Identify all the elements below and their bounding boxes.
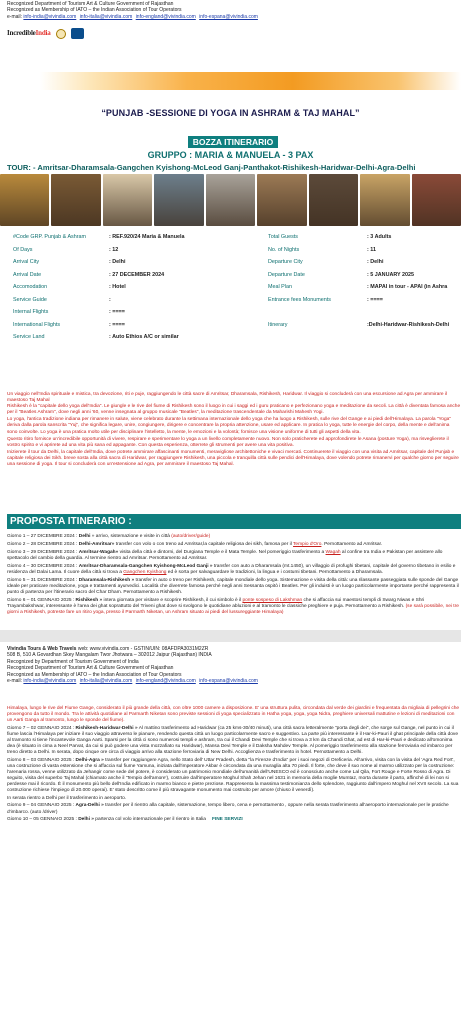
- day-text: che si affaccia sui maestosi templi di Swarg Niwas e Shri Trayambakshwar, interessante è l'area dei ghat soprattutto del Triveni ghat dove si svolgono le quotidiane abluzioni e al tramonto le classiche preghiere e puja. Pernottamento a Rishikesh.: [7, 597, 425, 609]
- info-row: [13, 309, 461, 322]
- info-value: : 11: [367, 246, 376, 253]
- day-date: Giorno 7 – 02 GENNAIO 2024 :: [7, 725, 76, 731]
- info-value: : 3 Adults: [367, 234, 392, 240]
- info-row: [13, 259, 461, 272]
- info-row: [13, 322, 461, 335]
- day-date: Giorno 8 – 03 GENNAIO 2025 :: [7, 757, 76, 763]
- itinerary-day: [7, 550, 461, 562]
- info-value: : Delhi: [367, 259, 384, 265]
- day-note: (auto/driver/guide): [171, 534, 211, 539]
- day-route: Agra-Delhi »: [75, 803, 104, 809]
- group-heading: GRUPPO : MARIA & MANUELA - 3 PAX: [147, 150, 314, 160]
- letterhead: [7, 1, 307, 20]
- day-text: visita della città e dintorni, del Durgiana Temple e il Mata Temple. Nel pomeriggio trasferimento a: [118, 549, 326, 555]
- info-row: [13, 247, 461, 260]
- company-name: Vivindia Tours & Web Travels: [7, 646, 77, 652]
- tour-photo: [51, 174, 100, 226]
- day-route: Dharamsala-Rishikesh »: [78, 577, 135, 583]
- email-link[interactable]: info-espana@vivindia.com: [199, 678, 258, 685]
- tour-photo: [257, 174, 306, 226]
- email-link[interactable]: info-india@vivindia.com: [23, 13, 77, 20]
- itinerary-day: [7, 796, 461, 802]
- letterhead-line: Recognized by Department of Tourism Government of India: [7, 658, 139, 665]
- email-links: [7, 14, 307, 20]
- info-row: [13, 297, 461, 310]
- intro-paragraph: Himalaya, lungo le rive del Fiume Gange, considerato il più grande della città, con oltre 1000 camere a disposizione. E' una struttura pulita, circondata dal verde dei giardini e frequentata da migliaia di pellegrini che provengono da tutto il mondo. Tra le attività quotidiane al Parmarth Niketan sono previste sessioni di yoga specializzato in Hatha yoga, yoga, yoga Nidra, preghiere universali mattutine e lezioni di meditazioni con un Aarti Ganga al tramonto, lungo le sponde del fiume).: [7, 706, 460, 724]
- day-text: transfer per il rientro alla capitale, sistemazione, tempo libero, cena e pernottamento , oppure nella serata trasferimento all'aeroporto internazionale per le pratiche d'imbarco. (auto /driver): [7, 803, 449, 815]
- intro-paragraph: Rishikesh è la "capitale dello yoga dell'India". Le giungle e le rive del fiume di Rishikesh sono il luogo in cui i saggi ed i guru praticano e perfezionano yoga e meditazione da secoli. La città è diventata famosa anche per il "Beatles Ashram", dove negli anni '60, venne insegnata al gruppo musicale "Beatles", la meditazione trascendentale da Maharishi Mahesh Yogi.: [7, 404, 461, 416]
- letterhead-line: 508 B, 510 A Govardhan Skey Mangalam Twor Jhotwara – 302012 Jaipur (Rajasthan) INDIA: [7, 652, 212, 659]
- government-seal-logo: [56, 29, 66, 39]
- day-date: Giorno 2 – 28 DICEMBRE 2024 :: [7, 541, 79, 547]
- tour-photo: [309, 174, 358, 226]
- letterhead-line: Recognized as Membership of IATO – the Indian Association of Tour Operators: [7, 7, 182, 14]
- decorative-banner: [40, 72, 461, 90]
- email-link[interactable]: info-india@vivindia.com: [23, 678, 77, 685]
- info-value: : 5 JANUARY 2025: [367, 271, 415, 278]
- info-value: : MAPAI in tour - APAI (in Ashra: [367, 284, 448, 290]
- logos: [7, 28, 84, 39]
- info-table: [13, 234, 461, 347]
- itinerary-day: [7, 564, 461, 576]
- info-row: [13, 272, 461, 285]
- fine-servizi: FINE SERVIZI: [211, 817, 243, 823]
- email-link[interactable]: info-england@vivindia.com: [135, 678, 196, 685]
- email-links: [7, 678, 307, 684]
- day-link[interactable]: Wagah: [325, 549, 341, 555]
- itinerary-day: [7, 578, 461, 597]
- intro-paragraph: Inizierete il tour da Delhi, la capitale dell'India, dove potrete ammirare affascinanti monumenti, meravigliose architettoniche e vivaci mercati. Continuerete il viaggio con una visita ad Amritsar, capitale del Punjab e capitale religiosa dei Sikh. breve sosta alla città sacra di Haridwar, per raggiungere Rishikesh, una piccola e tranquilla città sulle pendici dell'Himalaya, dove volendo potrete rimanervi per qualche giorno per seguire una sessione di yoga. Il tour si concluderà con un'estensione ad Agra, per ammirare il maestoso Taj Mahal.: [7, 449, 459, 468]
- day-route: Delhi »: [78, 817, 94, 823]
- tour-route: TOUR: - Amritsar-Dharamsala-Gangchen Kyishong-McLeod Ganj-Panthakot-Rishikesh-Haridwar-Delhi-Agra-Delhi: [7, 163, 416, 172]
- photo-strip: [0, 174, 461, 226]
- day-link[interactable]: ponte sospeso di Lakshman: [242, 597, 303, 603]
- intro-paragraph: Lo yoga, l'antica tradizione indiana per rimanere in salute, viene celebrato durante la settimana internazionale dello yoga che ha luogo a Rishikesh, sulle rive del Gange e ai piedi dell'Himalaya. La parola "Yoga" deriva dalla parola sanscrita "Yuj", che significa legare, unire, congiungere, dirigere e concentrare la propria attenzione, usare ed applicare. In pratica lo yoga, tutte le energie del corpo, della mente e dell'anima sono coinvolte. Lo yoga è una pratica molto utile per disciplinare l'intelletto, la mente, le emozioni e la volontà; fornisce una visione uniforme di tutti gli aspetti della vita.: [7, 417, 451, 435]
- info-label: Service Land: [13, 334, 45, 340]
- info-label: No. of Nights: [268, 246, 300, 253]
- info-value: :: [109, 296, 111, 303]
- info-label: Arrival Date: [13, 271, 42, 278]
- info-label: Departure Date: [268, 271, 305, 278]
- day-route: Amritsar-Dharamsala-Gangchen Kyishong-McLeod Ganji »: [78, 563, 213, 569]
- letterhead-line: Recognized Department of Tourism Art & Culture Government of Rajasthan: [7, 665, 174, 672]
- info-value: :Delhi-Haridwar-Rishikesh-Delhi: [367, 321, 450, 328]
- info-value: : Delhi: [109, 259, 126, 265]
- logo-text-b: India: [35, 29, 51, 38]
- incredible-india-logo: [7, 29, 51, 38]
- bozza-heading: BOZZA ITINERARIO: [188, 136, 278, 148]
- day-text: transfer in auto o treno per Rishikesh, capitale mondiale dello yoga. Sistemazione e visita della città: una rilassante passeggiata sulle sponde del Gange ideale per praticare meditazione, yoga e trattamenti ayurvedici. Località che diverrete famosa perché negli anni Sessanta ospitò i Beatles. Per gli induisti è un luogo particolarmente importante perché rappresenta il punto di partenza per l'itinerario sacro del Char Dham. Pernottamento a Rishikesh.: [7, 577, 459, 595]
- info-value: : 12: [109, 246, 119, 253]
- day-route: Delhi: [78, 534, 91, 539]
- day-date: Giorno 1 – 27 DICEMBRE 2024 :: [7, 534, 79, 539]
- info-label: Internal Flights: [13, 309, 49, 315]
- info-label: Meal Plan: [268, 284, 292, 290]
- day-route: Delhi-Amritsar»: [78, 541, 115, 547]
- itinerary-days: [7, 534, 461, 618]
- info-label: Service Guide: [13, 296, 47, 303]
- info-value: : REF.920/24 Maria & Manuela: [109, 234, 185, 240]
- letterhead-line: Recognized Department of Tourism Art & Culture Government of Rajasthan: [7, 1, 174, 7]
- itinerary-day: [7, 726, 461, 756]
- iato-logo: [71, 28, 84, 39]
- info-label: Of Days: [13, 246, 33, 253]
- intro-paragraph: Questo ritiro fornisce un'incredibile opportunità di vivere, respirare e sperimentare lo yoga a un livello completamente nuovo. Non solo praticherete ed approfondirete le Asana (posture Yoga), ma risveglierete il vostro spirito e vi aprirete ad una vita più sana ed appagante. Con questa esperienza, otterrete gli strumenti per avere una vita positiva.: [7, 436, 449, 448]
- day-text: In serata rientro a Delhi per il trasferimento in aeroporto.: [7, 795, 127, 801]
- tour-photo: [360, 174, 409, 226]
- day-date: Giorno 5 – 31 DICEMBRE 2024 :: [7, 577, 79, 583]
- tour-photo: [0, 174, 49, 226]
- info-value: : ====: [109, 309, 125, 315]
- day-route: Rishikesh-Haridwar-Delhi »: [75, 725, 138, 731]
- day-text: » arrivo, sistemazione e visite in città: [90, 534, 172, 539]
- tour-photo: [206, 174, 255, 226]
- info-label: #Code GRP. Punjab & Ashram: [13, 234, 87, 240]
- itinerary-day: [7, 817, 461, 823]
- day-text: transfer per raggiungere Agra, nello Stato dell' Uttar Pradesh, detta "la Firenze d'India" per i suoi negozi di Oreficeria. All'arrivo, visita con la visita del 'Agra Red Fort', una costruzione di vasta estensione che si affaccia sul fiume Yamuna, iniziata dall'imperatore Akbar è circondata da una muraglia alta 70 piedi. Il forte, che deve il suo nome al marmo utilizzato per la costruzione: l'arenaria rossa, venne utilizzato da Jehangir come sede del potere, è considerato un patrimonio mondiale dell'umanità dell'UNESCO ed è conosciuto anche come Lal Qila, Fort Rouge e Forte Rosso di Agra. Di seguito, visita del superbo Taj Mahal (chiamato anche il 'Tempio dell'amore'), costruire dall'imperatore Moghul Shah Jehan nel 1631 in memoria della moglie Mumtaz, morta durante il parto, affinché di lei non si perdesse mai il ricordo. È il monumento più bello dell'India edificato in marmo bianco e pietre preziose. Rappresenta la massima testimonianza dello splendore, raggiunto dall'impero Moghul nel XVII secolo. La sua costruzione richiese l'impiego di 20.000 operai). E' stato descritto come il più stravagante monumento mai costruito per amore (chiuso il venerdì).: [7, 757, 459, 794]
- logo-text-a: Incredible: [7, 29, 36, 38]
- info-label: International Flights: [13, 321, 61, 328]
- info-label: Itinerary: [268, 321, 288, 328]
- day-text: . Pernottamento ad Amritsar.: [321, 541, 383, 547]
- day-date: Giorno 10 – 05 GENNAIO 2025 :: [7, 817, 79, 823]
- day-text: transfer con auto a Dharamsala (mt.1450), un villaggio di profughi tibetani, capitale del governo tibetano in esilio e residenza del Dalai Lama. Il cuore della città si trova a: [7, 563, 456, 575]
- email-link[interactable]: info-england@vivindia.com: [135, 13, 196, 20]
- intro-paragraph: Un viaggio nell'India spirituale e mistica, tra devozione, riti e puje, raggiungendo le città sacre di Amritsar, Dharamsala, Rishikesh, Haridwar. Il viaggio si concluderà con una escursione ad Agra per ammirare il maestoso Taj Mahal: [7, 392, 448, 404]
- day-note: (se sarà possibile, nei tre giorni a Rishikesh, potreste fare un ritiro yoga, presso il Parmarth Niketan, un Ashram situato ai piedi del lussureggiante Himalaya): [7, 604, 459, 616]
- intro-text: [7, 392, 461, 468]
- info-row: [13, 334, 461, 347]
- itinerary-day: [7, 758, 461, 795]
- info-label: Arrival City: [13, 259, 40, 265]
- letterhead: [7, 646, 307, 684]
- info-value: : Auto Ethios A/C or similar: [109, 334, 179, 340]
- email-link[interactable]: info-espana@vivindia.com: [199, 13, 258, 20]
- day-text: al confine tra India e Pakistan per assistere allo spettacolo del cambio della guardia. Al termine rientro ad Amritsar. Pernottamento ad Amritsar.: [7, 549, 443, 561]
- company-web: web: www.vivindia.com - GSTIN/UIN: 08AFDPA3031M2ZR: [76, 646, 209, 652]
- info-row: [13, 234, 461, 247]
- day-text: Al mattino trasferimento ad Haridwar (ca 25 kms-30/40 minuti), una città sacra letteralmente "porta degli dei", che sorge sul Gange, nel punto in cui il fiume lascia l'Himalaya per iniziare il suo viaggio attraverso le pianure, rendendo questa città un luogo particolarmente sacro e suggestivo. La parte più interessante è il Har-ki-Pauri il ghat principale della città dove al tramonto si tiene l'incantevole Ganga Aarti. Sparsi per la città ci sono numerosi templi e ashram, tra cui il Chandi Devi Temple che si trova a 3 km da Chandi Ghat, ad est di Har-ki-Pauri e dedicato all'omonima dea (è situato in cima a Neel Parvat, da cui si può godere una vista mozzafiato su Haridwar), Mansa Devi Temple e il Daksha Mahdev Temple. Al pomeriggio trasferimento alla stazione ferroviaria ed imbarco per treno diretto a Delhi. In serata, dopo cinque ore circa di viaggio arrivo alla stazione ferroviaria di New Delhi. Accoglienza e trasferimento in hotel. Pernottamento a Delhi.: [7, 725, 458, 756]
- day-text: ed è sorta per salvaguardare le tradizioni, la lingua e i costumi tibetani. Pernottamento a Dharamsala.: [166, 569, 383, 575]
- day-text: transfer con volo o con treno ad Amritsar,la capitale religiosa dei sikh, famosa per il: [114, 541, 294, 547]
- tour-photo: [412, 174, 461, 226]
- info-label: Total Guests: [268, 234, 298, 240]
- letterhead-line: Recognized as Membership of IATO – the Indian Association of Tour Operators: [7, 671, 182, 678]
- day-route: Rishikesh »: [75, 597, 103, 603]
- itinerary-day: [7, 534, 461, 540]
- day-text: partenza col volo internazionale per il rientro in Italia: [93, 817, 206, 823]
- day-date: Giorno 6 – 01 GENNAIO 2025 :: [7, 597, 76, 603]
- info-value: : Hotel: [109, 284, 126, 290]
- info-label: Departure City: [268, 259, 303, 265]
- info-row: [13, 284, 461, 297]
- email-label: e-mail:: [7, 13, 23, 20]
- email-link[interactable]: info-italia@vivindia.com: [79, 13, 133, 20]
- day-route: Amritsar-Wagah»: [78, 549, 119, 555]
- info-label: Entrance fees Monuments: [268, 296, 331, 303]
- page2-body: [7, 706, 461, 825]
- page-separator: [0, 630, 461, 642]
- info-label: Accomodation: [13, 284, 48, 290]
- page-title: “PUNJAB -SESSIONE DI YOGA IN ASHRAM & TAJ MAHAL”: [101, 108, 360, 118]
- day-link[interactable]: Gangchen Kyishong: [123, 569, 167, 575]
- info-value: : ====: [109, 321, 125, 328]
- tour-photo: [103, 174, 152, 226]
- day-link[interactable]: Tempio d'Oro: [293, 541, 322, 547]
- proposta-heading: PROPOSTA ITINERARIO :: [7, 514, 461, 529]
- day-date: Giorno 3 – 29 DICEMBRE 2024 :: [7, 549, 79, 555]
- itinerary-day: [7, 803, 461, 815]
- info-value: : ====: [367, 296, 383, 303]
- day-text: intera giornata per visitare e scoprire Rishikesh, il cui simbolo è il: [102, 597, 243, 603]
- itinerary-day: [7, 542, 461, 548]
- day-date: Giorno 9 – 04 GENNAIO 2025 :: [7, 803, 76, 809]
- email-label: e-mail:: [7, 678, 23, 685]
- itinerary-day: [7, 598, 461, 617]
- email-link[interactable]: info-italia@vivindia.com: [79, 678, 133, 685]
- day-date: Giorno 4 – 30 DICEMBRE 2024 :: [7, 563, 79, 569]
- info-value: : 27 DECEMBER 2024: [109, 271, 165, 278]
- document-page-2: [0, 642, 461, 1024]
- day-route: Delhi-Agra »: [75, 757, 104, 763]
- tour-photo: [154, 174, 203, 226]
